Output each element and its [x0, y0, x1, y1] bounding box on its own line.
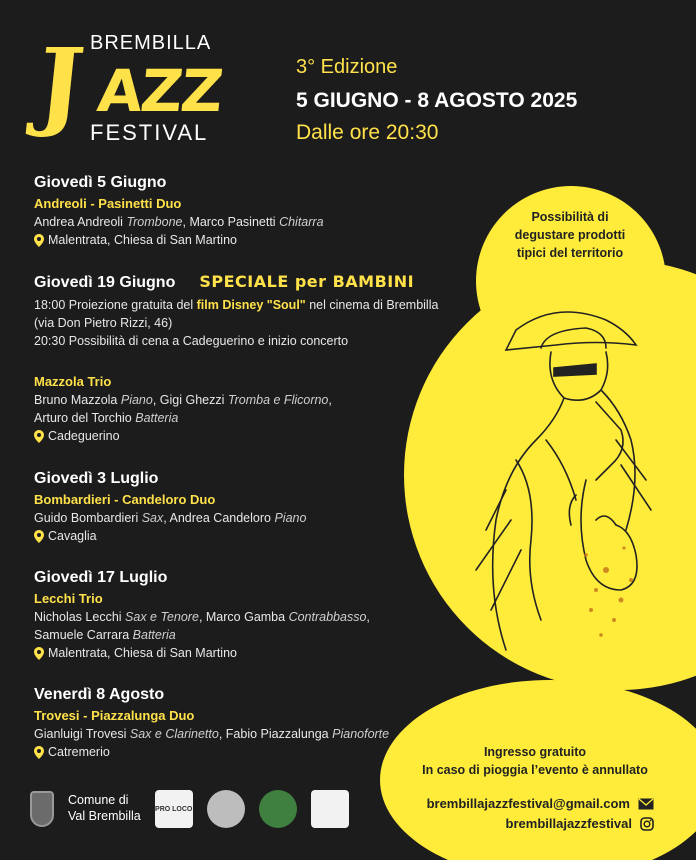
musician-instrument: Batteria [132, 628, 176, 642]
musician-name: Nicholas Lecchi [34, 610, 122, 624]
musician-instrument: Tromba e Flicorno [227, 393, 329, 407]
mail-icon [638, 798, 654, 810]
event-program-line1 [34, 298, 438, 312]
event-musicians: Nicholas Lecchi Sax e Tenore, Marco Gamba Contrabbasso, [34, 610, 370, 624]
musician-instrument: Sax e Tenore [125, 610, 199, 624]
info-line: Ingresso gratuito [483, 745, 587, 759]
mountain-association-logo [259, 790, 297, 828]
info-line: In caso di pioggia l’evento è annullato [422, 762, 648, 777]
event-program-line2: (via Don Pietro Rizzi, 46) [34, 316, 173, 330]
comune-label [68, 793, 141, 824]
program-text: 18:00 Proiezione gratuita del [34, 298, 197, 312]
event-2 [34, 272, 438, 348]
tasting-line: Possibilità di [531, 210, 609, 224]
special-kids-label: SPECIALE per BAMBINI [199, 272, 415, 291]
event-band: Trovesi - Piazzalunga Duo [34, 708, 195, 723]
event-date-row [34, 272, 438, 292]
logo-j: J [32, 27, 90, 140]
musician-name: Arturo del Torchio [34, 411, 132, 425]
header-info [296, 56, 577, 145]
musician-name: Andrea Candeloro [169, 511, 271, 525]
event-musicians: Andrea Andreoli Trombone, Marco Pasinetti Chitarra [34, 215, 324, 229]
musician-name: Gianluigi Trovesi [34, 727, 127, 741]
event-4 [34, 569, 370, 660]
musician-instrument: Pianoforte [332, 727, 390, 741]
sponsor-logos [30, 790, 349, 828]
location-pin-icon [34, 530, 44, 543]
illustrated-crest-logo [311, 790, 349, 828]
event-band: Mazzola Trio [34, 374, 112, 389]
location-text: Malentrata, Chiesa di San Martino [48, 233, 237, 247]
musician-name: Samuele Carrara [34, 628, 130, 642]
logo-brembilla: BREMBILLA [90, 32, 212, 54]
location-text: Catremerio [48, 745, 110, 759]
musician-name: Gigi Ghezzi [159, 393, 225, 407]
musician-instrument: Batteria [135, 411, 179, 425]
start-time: Dalle ore 20:30 [296, 121, 439, 144]
event-program-line3: 20:30 Possibilità di cena a Cadeguerino e inizio concerto [34, 334, 349, 348]
event-date: Giovedì 3 Luglio [34, 470, 159, 487]
event-5 [34, 686, 389, 759]
musician-name: Andrea Andreoli [34, 215, 123, 229]
comune-line: Comune di [68, 793, 129, 808]
event-location [34, 529, 306, 543]
event-date: Giovedì 19 Giugno [34, 274, 176, 291]
event-location [34, 429, 332, 443]
film-title: film Disney "Soul" [196, 298, 306, 312]
event-date: Giovedì 17 Luglio [34, 569, 168, 586]
location-pin-icon [34, 746, 44, 759]
event-location [34, 646, 370, 660]
event-band: Bombardieri - Candeloro Duo [34, 492, 216, 507]
entry-info [400, 744, 670, 779]
instagram-handle[interactable]: brembillajazzfestival [505, 816, 632, 831]
comune-line: Val Brembilla [68, 809, 141, 823]
musician-instrument: Piano [274, 511, 307, 525]
musician-name: Marco Pasinetti [189, 215, 276, 229]
musician-name: Marco Gamba [205, 610, 286, 624]
tasting-line: degustare prodotti [514, 228, 626, 243]
location-pin-icon [34, 430, 44, 443]
event-3 [34, 470, 306, 543]
musician-instrument: Trombone [126, 215, 183, 229]
coin-seal-logo [207, 790, 245, 828]
musician-instrument: Contrabbasso [288, 610, 367, 624]
festival-dates: 5 GIUGNO - 8 AGOSTO 2025 [296, 89, 578, 112]
instagram-contact[interactable] [506, 816, 654, 831]
event-musicians: Guido Bombardieri Sax, Andrea Candeloro Piano [34, 511, 307, 525]
location-text: Cavaglia [48, 529, 97, 543]
event-location [34, 233, 324, 247]
musician-name: Fabio Piazzalunga [225, 727, 329, 741]
musician-instrument: Piano [120, 393, 153, 407]
instagram-icon [640, 817, 654, 831]
event-location [34, 745, 389, 759]
comune-crest-icon [30, 791, 54, 827]
email-text[interactable]: brembillajazzfestival@gmail.com [426, 796, 630, 811]
edition-label: 3° Edizione [296, 56, 398, 78]
event-musicians: Bruno Mazzola Piano, Gigi Ghezzi Tromba e Flicorno, [34, 393, 332, 407]
tasting-note [490, 208, 650, 262]
event-1 [34, 174, 324, 247]
saxophone-player-illustration [446, 290, 666, 670]
location-pin-icon [34, 234, 44, 247]
event-date: Venerdì 8 Agosto [34, 686, 165, 703]
tasting-line: tipici del territorio [516, 246, 624, 261]
event-band: Andreoli - Pasinetti Duo [34, 196, 182, 211]
musician-instrument: Chitarra [279, 215, 324, 229]
event-musicians: Gianluigi Trovesi Sax e Clarinetto, Fabio Piazzalunga Pianoforte [34, 727, 390, 741]
musician-name: Bruno Mazzola [34, 393, 118, 407]
festival-logo [28, 28, 228, 158]
email-contact[interactable] [427, 796, 654, 811]
event-date: Giovedì 5 Giugno [34, 174, 167, 191]
location-text: Malentrata, Chiesa di San Martino [48, 646, 237, 660]
event-musicians-2 [34, 628, 370, 642]
event-musicians-2 [34, 411, 332, 425]
logo-azz: AZZ [94, 57, 225, 125]
event-band: Lecchi Trio [34, 591, 103, 606]
musician-instrument: Sax [141, 511, 164, 525]
program-text: nel cinema di Brembilla [305, 298, 439, 312]
location-text: Cadeguerino [48, 429, 120, 443]
logo-festival: FESTIVAL [90, 120, 209, 145]
proloco-logo: PRO LOCO [155, 790, 193, 828]
musician-instrument: Sax e Clarinetto [129, 727, 219, 741]
musician-name: Guido Bombardieri [34, 511, 139, 525]
location-pin-icon [34, 647, 44, 660]
event-2-band [34, 370, 332, 443]
